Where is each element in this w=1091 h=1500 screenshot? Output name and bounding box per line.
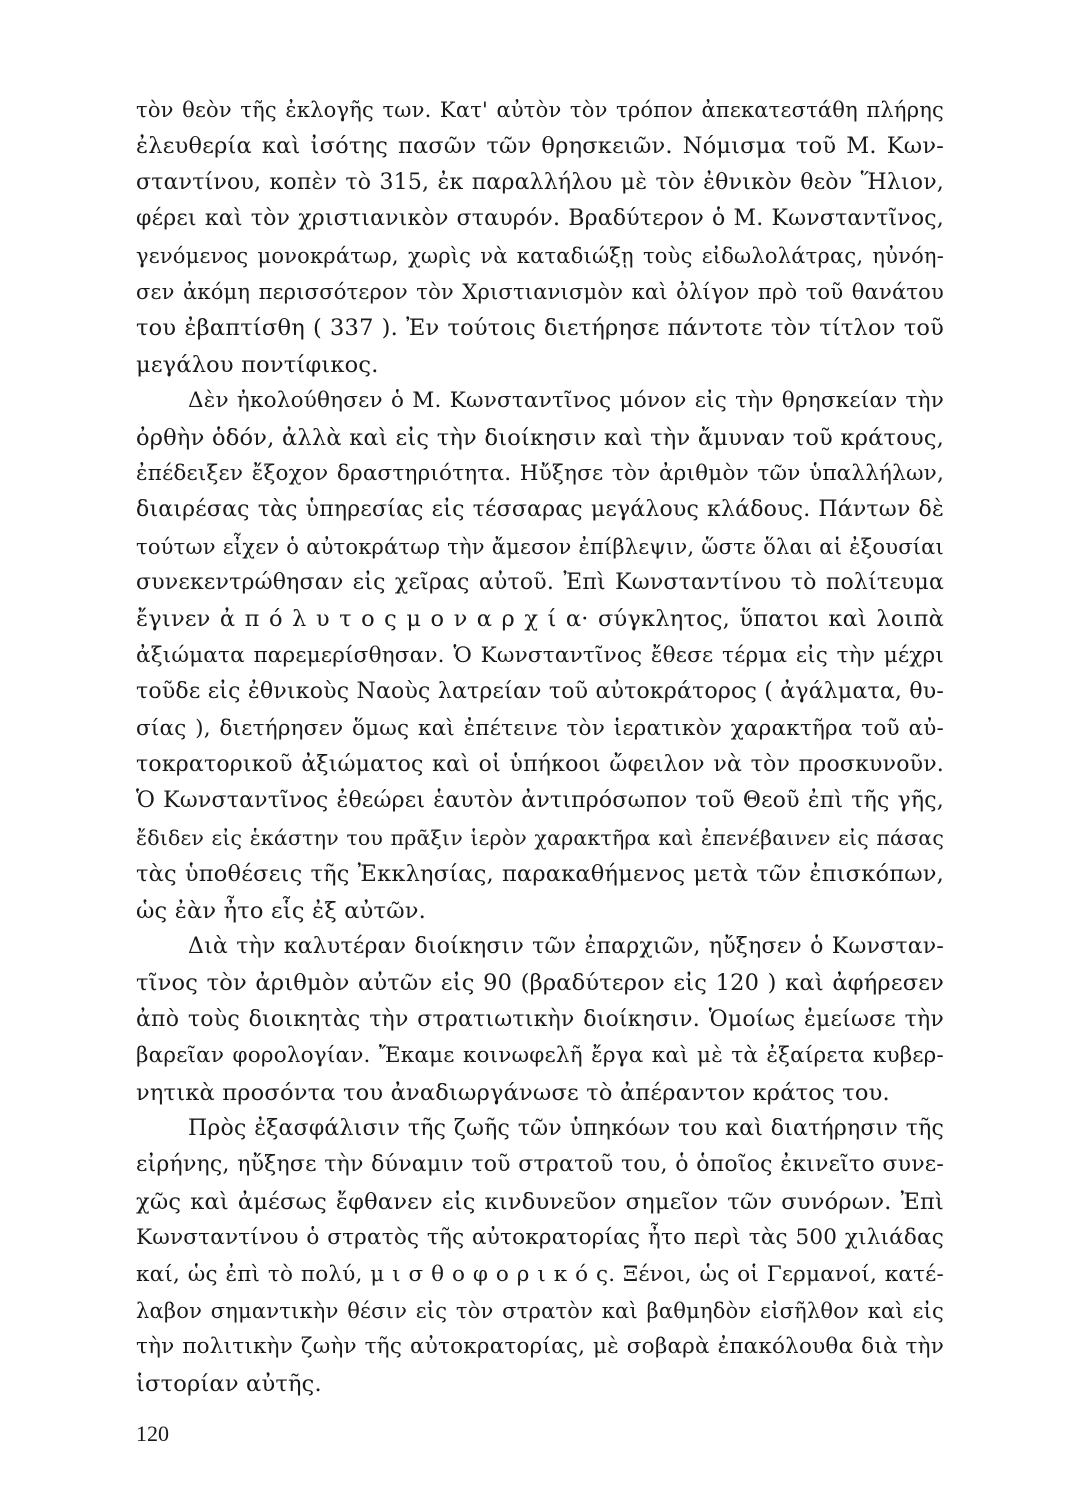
paragraph-1 bbox=[136, 92, 944, 383]
text-line: φέρει καὶ τὸν χριστιανικὸν σταυρόν. Βραδύτερον ὁ Μ. Κωνσταντῖνος, bbox=[136, 206, 944, 232]
text-line: χῶς καὶ ἀμέσως ἔφθανεν εἰς κινδυνεῦον σημεῖον τῶν συνόρων. Ἐπὶ bbox=[136, 1188, 944, 1215]
text-line: τῖνος τὸν ἀριθμὸν αὐτῶν εἰς 90 (βραδύτερον εἰς 120 ) καὶ ἀφήρεσεν bbox=[136, 970, 944, 997]
text-line: ἀξιώματα παρεμερίσθησαν. Ὁ Κωνσταντῖνος ἔθεσε τέρμα εἰς τὴν μέχρι bbox=[136, 642, 944, 668]
text-line: τούτων εἶχεν ὁ αὐτοκράτωρ τὴν ἄμεσον ἐπίβλεψιν, ὥστε ὅλαι αἱ ἐξουσίαι bbox=[136, 534, 944, 559]
paragraph-4 bbox=[136, 1111, 944, 1402]
text-line: καί, ὡς ἐπὶ τὸ πολύ, μ ι σ θ ο φ ο ρ ι κ ό ς. Ξένοι, ὡς οἱ Γερμανοί, κατέ- bbox=[136, 1261, 944, 1287]
text-line: ὡς ἐὰν ἦτο εἷς ἐξ αὐτῶν. bbox=[136, 897, 426, 924]
text-line: Κωνσταντίνου ὁ στρατὸς τῆς αὐτοκρατορίας ἦτο περὶ τὰς 500 χιλιάδας bbox=[136, 1225, 944, 1251]
text-line: ἔγινεν ἀ π ό λ υ τ ο ς μ ο ν α ρ χ ί α· σύγκλητος, ὕπατοι καὶ λοιπὰ bbox=[136, 606, 944, 633]
text-line: Δὲν ἠκολούθησεν ὁ Μ. Κωνσταντῖνος μόνον εἰς τὴν θρησκείαν τὴν bbox=[188, 388, 944, 414]
text-line: συνεκεντρώθησαν εἰς χεῖρας αὐτοῦ. Ἐπὶ Κωνσταντίνου τὸ πολίτευμα bbox=[136, 570, 944, 596]
page-body bbox=[136, 92, 944, 1402]
text-line: τοκρατορικοῦ ἀξιώματος καὶ οἱ ὑπήκοοι ὤφειλον νὰ τὸν προσκυνοῦν. bbox=[136, 752, 944, 778]
text-line: μεγάλου ποντίφικος. bbox=[136, 351, 379, 378]
text-line: νητικὰ προσόντα του ἀναδιωργάνωσε τὸ ἀπέραντον κράτος του. bbox=[136, 1079, 890, 1106]
text-line: Ὁ Κωνσταντῖνος ἐθεώρει ἑαυτὸν ἀντιπρόσωπον τοῦ Θεοῦ ἐπὶ τῆς γῆς, bbox=[136, 788, 944, 814]
text-line: ἱστορίαν αὐτῆς. bbox=[136, 1370, 322, 1397]
text-line: ἐπέδειξεν ἔξοχον δραστηριότητα. Ηὔξησε τὸν ἀριθμὸν τῶν ὑπαλλήλων, bbox=[136, 460, 944, 486]
paragraph-3 bbox=[136, 929, 944, 1111]
text-line: σίας ), διετήρησεν ὅμως καὶ ἐπέτεινε τὸν ἱερατικὸν χαρακτῆρα τοῦ αὐ- bbox=[136, 715, 944, 741]
text-line: σταντίνου, κοπὲν τὸ 315, ἐκ παραλλήλου μὲ τὸν ἐθνικὸν θεὸν Ἥλιον, bbox=[136, 169, 944, 195]
text-line: διαιρέσας τὰς ὑπηρεσίας εἰς τέσσαρας μεγάλους κλάδους. Πάντων δὲ bbox=[136, 497, 944, 523]
text-line: ἐλευθερία καὶ ἰσότης πασῶν τῶν θρησκειῶν. Νόμισμα τοῦ Μ. Κων- bbox=[136, 133, 944, 160]
text-line: του ἐβαπτίσθη ( 337 ). Ἐν τούτοις διετήρησε πάντοτε τὸν τίτλον τοῦ bbox=[136, 315, 944, 342]
text-line: γενόμενος μονοκράτωρ, χωρὶς νὰ καταδιώξῃ τοὺς εἰδωλολάτρας, ηὐνόη- bbox=[136, 243, 944, 268]
text-line: τοῦδε εἰς ἐθνικοὺς Ναοὺς λατρείαν τοῦ αὐτοκράτορος ( ἀγάλματα, θυ- bbox=[136, 679, 944, 705]
text-line: λαβον σημαντικὴν θέσιν εἰς τὸν στρατὸν καὶ βαθμηδὸν εἰσῆλθον καὶ εἰς bbox=[136, 1298, 944, 1323]
text-line: ὀρθὴν ὁδόν, ἀλλὰ καὶ εἰς τὴν διοίκησιν καὶ τὴν ἄμυναν τοῦ κράτους, bbox=[136, 424, 944, 451]
text-line: τὰς ὑποθέσεις τῆς Ἐκκλησίας, παρακαθήμενος μετὰ τῶν ἐπισκόπων, bbox=[136, 861, 944, 888]
text-line: Διὰ τὴν καλυτέραν διοίκησιν τῶν ἐπαρχιῶν, ηὔξησεν ὁ Κωνσταν- bbox=[188, 933, 944, 959]
page-number: 120 bbox=[136, 1421, 169, 1446]
text-line: Πρὸς ἐξασφάλισιν τῆς ζωῆς τῶν ὑπηκόων του καὶ διατήρησιν τῆς bbox=[188, 1115, 944, 1141]
text-line: ἔδιδεν εἰς ἑκάστην του πρᾶξιν ἱερὸν χαρακτῆρα καὶ ἐπενέβαινεν εἰς πάσας bbox=[136, 825, 944, 850]
paragraph-2 bbox=[136, 383, 944, 929]
text-line: εἰρήνης, ηὔξησε τὴν δύναμιν τοῦ στρατοῦ του, ὁ ὁποῖος ἐκινεῖτο συνε- bbox=[136, 1152, 944, 1178]
text-line: τὸν θεὸν τῆς ἐκλογῆς των. Κατ' αὐτὸν τὸν τρόπον ἀπεκατεστάθη πλήρης bbox=[136, 98, 944, 122]
text-line: τὴν πολιτικὴν ζωὴν τῆς αὐτοκρατορίας, μὲ σοβαρὰ ἐπακόλουθα διὰ τὴν bbox=[136, 1334, 944, 1360]
text-line: βαρεῖαν φορολογίαν. Ἔκαμε κοινωφελῆ ἔργα καὶ μὲ τὰ ἐξαίρετα κυβερ- bbox=[136, 1043, 944, 1069]
text-line: ἀπὸ τοὺς διοικητὰς τὴν στρατιωτικὴν διοίκησιν. Ὁμοίως ἐμείωσε τὴν bbox=[136, 1006, 944, 1032]
text-line: σεν ἀκόμη περισσότερον τὸν Χριστιανισμὸν καὶ ὀλίγον πρὸ τοῦ θανάτου bbox=[136, 279, 944, 304]
